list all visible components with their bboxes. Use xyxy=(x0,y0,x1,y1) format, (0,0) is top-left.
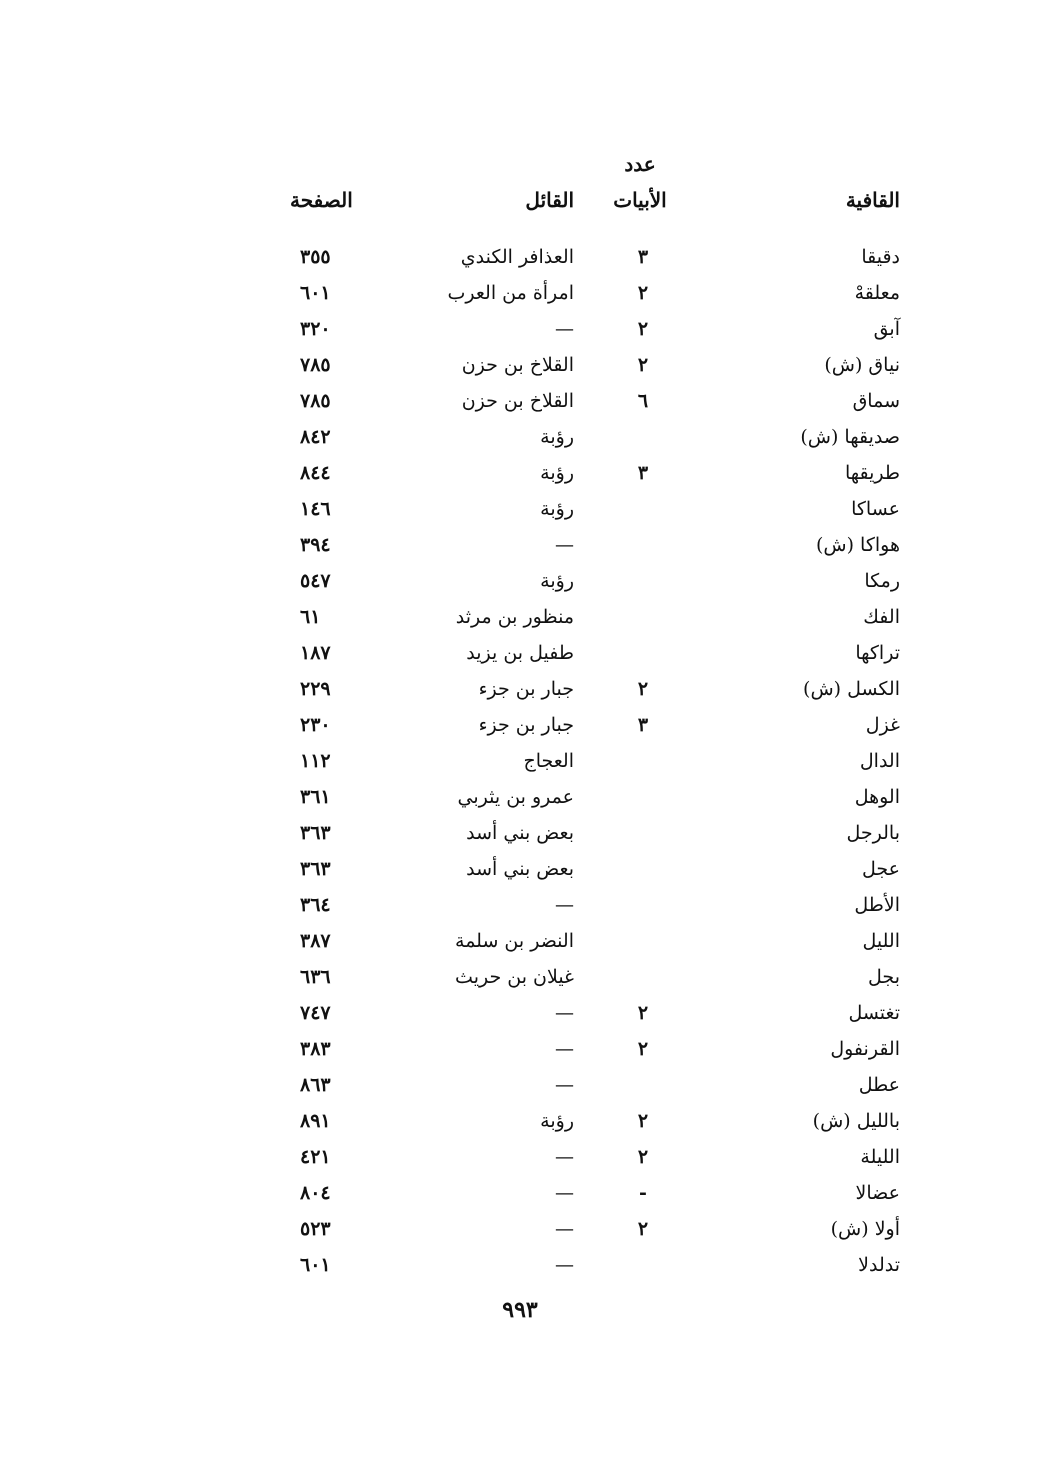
rhyme-cell: أولا (ش) xyxy=(830,1218,900,1240)
page-cell: ١٤٦ xyxy=(300,498,331,520)
table-row xyxy=(0,530,1037,566)
poet-cell: — xyxy=(555,534,574,556)
poet-cell: العذافر الكندي xyxy=(460,246,574,268)
table-row xyxy=(0,638,1037,674)
table-row xyxy=(0,962,1037,998)
rhyme-cell: سماق xyxy=(852,390,900,412)
page-cell: ٣٦١ xyxy=(300,786,331,808)
page-cell: ٨٦٣ xyxy=(300,1074,331,1096)
page-cell: ٦٠١ xyxy=(300,1254,331,1276)
table-row xyxy=(0,458,1037,494)
count-cell: ٢ xyxy=(637,1002,649,1024)
count-cell: ٢ xyxy=(637,282,649,304)
poet-cell: رؤبة xyxy=(540,1110,574,1132)
poet-cell: منظور بن مرثد xyxy=(455,606,574,628)
table-row xyxy=(0,314,1037,350)
count-cell: ٢ xyxy=(637,354,649,376)
count-cell: ٢ xyxy=(637,1110,649,1132)
table-row xyxy=(0,746,1037,782)
page-cell: ٣٦٣ xyxy=(300,858,331,880)
rhyme-cell: عطل xyxy=(858,1074,900,1096)
page-cell: ٨٤٢ xyxy=(300,426,331,448)
poet-cell: امرأة من العرب xyxy=(447,282,574,304)
table-row xyxy=(0,494,1037,530)
poet-cell: — xyxy=(555,1002,574,1024)
rhyme-cell: الأطل xyxy=(854,894,900,916)
poet-cell: — xyxy=(555,894,574,916)
table-row xyxy=(0,890,1037,926)
table-row xyxy=(0,854,1037,890)
page-cell: ٢٣٠ xyxy=(300,714,331,736)
poet-cell: العجاج xyxy=(523,750,574,772)
table-row xyxy=(0,1250,1037,1286)
page-cell: ٣٦٣ xyxy=(300,822,331,844)
table-row xyxy=(0,818,1037,854)
table-row xyxy=(0,674,1037,710)
table-row xyxy=(0,242,1037,278)
poet-cell: — xyxy=(555,1146,574,1168)
page-cell: ٣٥٥ xyxy=(300,246,331,268)
poet-cell: — xyxy=(555,1074,574,1096)
rhyme-cell: القرنفول xyxy=(830,1038,900,1060)
page-cell: ٥٤٧ xyxy=(300,570,331,592)
rhyme-cell: تغتسل xyxy=(848,1002,900,1024)
page-cell: ٦٣٦ xyxy=(300,966,331,988)
count-cell: ٣ xyxy=(637,246,649,268)
header-count: الأبيات xyxy=(613,188,667,212)
rhyme-cell: بالليل (ش) xyxy=(812,1110,900,1132)
table-row xyxy=(0,602,1037,638)
table-row xyxy=(0,926,1037,962)
header-rhyme: القافية xyxy=(845,188,900,212)
rhyme-cell: صديقها (ش) xyxy=(800,426,900,448)
page-cell: ١١٢ xyxy=(300,750,331,772)
page-cell: ٨٤٤ xyxy=(300,462,331,484)
poet-cell: عمرو بن يثربي xyxy=(457,786,574,808)
count-cell: ٦ xyxy=(637,390,649,412)
table-row xyxy=(0,1178,1037,1214)
table-row xyxy=(0,1142,1037,1178)
rhyme-cell: الفك xyxy=(863,606,900,628)
rhyme-cell: الدال xyxy=(859,750,900,772)
poet-cell: رؤبة xyxy=(540,426,574,448)
rhyme-cell: الوهل xyxy=(854,786,900,808)
poet-cell: جبار بن جزء xyxy=(478,714,574,736)
page-number: ٩٩٣ xyxy=(502,1297,538,1323)
rhyme-cell: الليلة xyxy=(860,1146,900,1168)
poet-cell: رؤبة xyxy=(540,462,574,484)
page-cell: ٣٨٣ xyxy=(300,1038,331,1060)
count-cell: ٢ xyxy=(637,318,649,340)
count-cell: ٢ xyxy=(637,1146,649,1168)
table-row xyxy=(0,386,1037,422)
header-page: الصفحة xyxy=(290,188,353,212)
poet-cell: طفيل بن يزيد xyxy=(466,642,574,664)
poet-cell: — xyxy=(555,1254,574,1276)
poet-cell: القلاخ بن حزن xyxy=(461,390,574,412)
rhyme-cell: بجل xyxy=(868,966,900,988)
table-row xyxy=(0,566,1037,602)
rhyme-cell: الليل xyxy=(862,930,900,952)
poet-cell: غيلان بن حريث xyxy=(455,966,574,988)
rhyme-cell: معلقهْ xyxy=(854,282,900,304)
count-cell: ٢ xyxy=(637,678,649,700)
table-row xyxy=(0,782,1037,818)
poet-cell: بعض بني أسد xyxy=(466,858,574,880)
table-row xyxy=(0,710,1037,746)
page-cell: ٧٨٥ xyxy=(300,390,331,412)
poet-cell: رؤبة xyxy=(540,570,574,592)
page-cell: ٣٨٧ xyxy=(300,930,331,952)
rhyme-cell: نياق (ش) xyxy=(824,354,900,376)
count-cell: ٢ xyxy=(637,1218,649,1240)
rhyme-cell: عجل xyxy=(862,858,900,880)
index-table xyxy=(0,242,1037,1286)
table-row xyxy=(0,350,1037,386)
table-row xyxy=(0,1070,1037,1106)
page-cell: ٦١ xyxy=(300,606,321,628)
count-cell: ٢ xyxy=(637,1038,649,1060)
count-cell: ٣ xyxy=(637,462,649,484)
poet-cell: القلاخ بن حزن xyxy=(461,354,574,376)
header-poet: القائل xyxy=(525,188,574,212)
page-cell: ٧٨٥ xyxy=(300,354,331,376)
poet-cell: — xyxy=(555,1218,574,1240)
page-cell: ٢٢٩ xyxy=(300,678,331,700)
page-cell: ٥٢٣ xyxy=(300,1218,331,1240)
rhyme-cell: الكسل (ش) xyxy=(803,678,900,700)
rhyme-cell: عساكا xyxy=(851,498,900,520)
page-cell: ٨٩١ xyxy=(300,1110,331,1132)
table-row xyxy=(0,422,1037,458)
count-cell: ٣ xyxy=(637,714,649,736)
rhyme-cell: غزل xyxy=(865,714,900,736)
page-cell: ١٨٧ xyxy=(300,642,331,664)
page-cell: ٧٤٧ xyxy=(300,1002,331,1024)
table-row xyxy=(0,1034,1037,1070)
table-row xyxy=(0,1214,1037,1250)
poet-cell: النضر بن سلمة xyxy=(455,930,574,952)
table-row xyxy=(0,278,1037,314)
rhyme-cell: تراكها xyxy=(855,642,900,664)
rhyme-cell: طريقها xyxy=(844,462,900,484)
page-cell: ٤٢١ xyxy=(300,1146,331,1168)
rhyme-cell: دقيقا xyxy=(861,246,900,268)
page-cell: ٨٠٤ xyxy=(300,1182,331,1204)
count-cell: - xyxy=(639,1182,647,1204)
rhyme-cell: هواكا (ش) xyxy=(815,534,900,556)
header-count-top: عدد xyxy=(624,152,656,176)
poet-cell: بعض بني أسد xyxy=(466,822,574,844)
poet-cell: — xyxy=(555,318,574,340)
page-cell: ٣٦٤ xyxy=(300,894,331,916)
rhyme-cell: رمكا xyxy=(864,570,900,592)
poet-cell: جبار بن جزء xyxy=(478,678,574,700)
table-row xyxy=(0,998,1037,1034)
rhyme-cell: تدلدلا xyxy=(858,1254,900,1276)
table-row xyxy=(0,1106,1037,1142)
poet-cell: — xyxy=(555,1182,574,1204)
page-cell: ٣٢٠ xyxy=(300,318,331,340)
rhyme-cell: بالرجل xyxy=(846,822,900,844)
page-cell: ٦٠١ xyxy=(300,282,331,304)
poet-cell: رؤبة xyxy=(540,498,574,520)
rhyme-cell: آبق xyxy=(873,318,900,340)
page-cell: ٣٩٤ xyxy=(300,534,331,556)
poet-cell: — xyxy=(555,1038,574,1060)
rhyme-cell: عضالا xyxy=(855,1182,900,1204)
